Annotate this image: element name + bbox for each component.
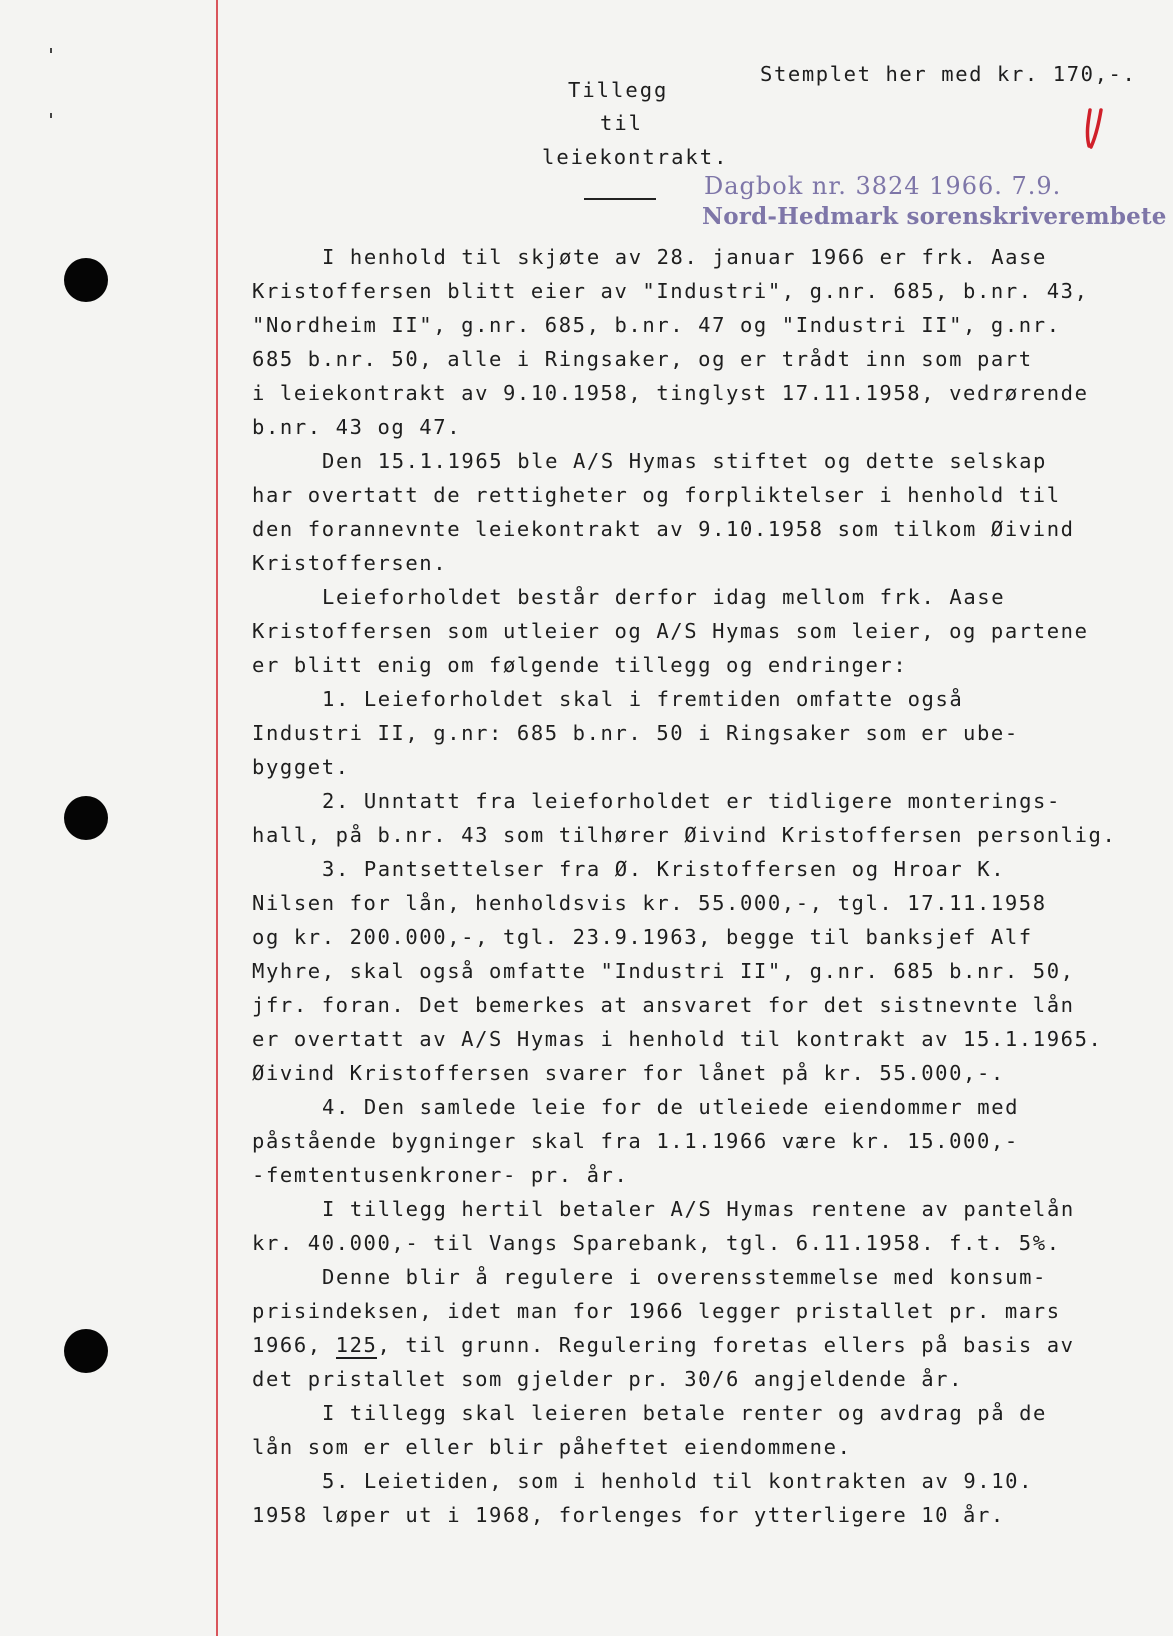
body-line-segment: 1966, bbox=[252, 1333, 336, 1357]
punch-hole-bottom bbox=[64, 1329, 108, 1373]
body-line: påstående bygninger skal fra 1.1.1966 være kr. 15.000,- bbox=[252, 1129, 1019, 1153]
red-handwritten-mark bbox=[1084, 108, 1104, 150]
red-margin-line bbox=[216, 0, 218, 1636]
stamp-fee-note: Stemplet her med kr. 170,-. bbox=[760, 62, 1137, 86]
body-line: "Nordheim II", g.nr. 685, b.nr. 47 og "Industri II", g.nr. bbox=[252, 313, 1061, 337]
body-line bbox=[252, 1333, 1075, 1357]
body-line: Myhre, skal også omfatte "Industri II", g.nr. 685 b.nr. 50, bbox=[252, 959, 1075, 983]
body-line: lån som er eller blir påheftet eiendommene. bbox=[252, 1435, 852, 1459]
title-line-2: til bbox=[600, 111, 644, 135]
body-line: har overtatt de rettigheter og forpliktelser i henhold til bbox=[252, 483, 1061, 507]
body-line: Industri II, g.nr: 685 b.nr. 50 i Ringsaker som er ube- bbox=[252, 721, 1019, 745]
body-line: og kr. 200.000,-, tgl. 23.9.1963, begge til banksjef Alf bbox=[252, 925, 1033, 949]
body-line: I henhold til skjøte av 28. januar 1966 er frk. Aase bbox=[322, 245, 1047, 269]
body-line: 5. Leietiden, som i henhold til kontrakten av 9.10. bbox=[322, 1469, 1034, 1493]
body-line: Leieforholdet består derfor idag mellom frk. Aase bbox=[322, 585, 1006, 609]
body-line: hall, på b.nr. 43 som tilhører Øivind Kristoffersen personlig. bbox=[252, 823, 1117, 847]
body-line: 4. Den samlede leie for de utleiede eiendommer med bbox=[322, 1095, 1020, 1119]
registry-stamp-line-2: Nord-Hedmark sorenskriverembete bbox=[702, 203, 1167, 230]
title-line-1: Tillegg bbox=[568, 78, 669, 102]
body-line: bygget. bbox=[252, 755, 350, 779]
body-line: er blitt enig om følgende tillegg og endringer: bbox=[252, 653, 908, 677]
body-line: Den 15.1.1965 ble A/S Hymas stiftet og dette selskap bbox=[322, 449, 1047, 473]
body-line: i leiekontrakt av 9.10.1958, tinglyst 17.11.1958, vedrørende bbox=[252, 381, 1089, 405]
paper-speck bbox=[50, 48, 52, 53]
body-line: Øivind Kristoffersen svarer for lånet på kr. 55.000,-. bbox=[252, 1061, 1005, 1085]
registry-stamp-line-1: Dagbok nr. 3824 1966. 7.9. bbox=[704, 172, 1062, 200]
body-line: 2. Unntatt fra leieforholdet er tidligere monterings- bbox=[322, 789, 1061, 813]
body-line: kr. 40.000,- til Vangs Sparebank, tgl. 6.11.1958. f.t. 5%. bbox=[252, 1231, 1061, 1255]
paper-speck bbox=[50, 113, 52, 118]
body-line-segment: , til grunn. Regulering foretas ellers på basis av bbox=[377, 1333, 1075, 1357]
body-line: 1958 løper ut i 1968, forlenges for ytterligere 10 år. bbox=[252, 1503, 1005, 1527]
body-line: er overtatt av A/S Hymas i henhold til kontrakt av 15.1.1965. bbox=[252, 1027, 1103, 1051]
body-line: Kristoffersen som utleier og A/S Hymas som leier, og partene bbox=[252, 619, 1089, 643]
body-line: prisindeksen, idet man for 1966 legger pristallet pr. mars bbox=[252, 1299, 1061, 1323]
underlined-index-value: 125 bbox=[335, 1333, 378, 1357]
body-line: 685 b.nr. 50, alle i Ringsaker, og er trådt inn som part bbox=[252, 347, 1033, 371]
title-line-3: leiekontrakt. bbox=[542, 145, 729, 169]
body-line: den forannevnte leiekontrakt av 9.10.1958 som tilkom Øivind bbox=[252, 517, 1075, 541]
body-line: Denne blir å regulere i overensstemmelse med konsum- bbox=[322, 1265, 1047, 1289]
body-line: 1. Leieforholdet skal i fremtiden omfatte også bbox=[322, 687, 964, 711]
body-line: 3. Pantsettelser fra Ø. Kristoffersen og Hroar K. bbox=[322, 857, 1006, 881]
body-line: Kristoffersen. bbox=[252, 551, 448, 575]
body-line: b.nr. 43 og 47. bbox=[252, 415, 462, 439]
title-underline bbox=[584, 198, 656, 200]
body-line: jfr. foran. Det bemerkes at ansvaret for det sistnevnte lån bbox=[252, 993, 1075, 1017]
body-line: I tillegg hertil betaler A/S Hymas rentene av pantelån bbox=[322, 1197, 1075, 1221]
punch-hole-top bbox=[64, 258, 108, 302]
body-line: I tillegg skal leieren betale renter og avdrag på de bbox=[322, 1401, 1047, 1425]
body-line: Kristoffersen blitt eier av "Industri", g.nr. 685, b.nr. 43, bbox=[252, 279, 1089, 303]
punch-hole-middle bbox=[64, 796, 108, 840]
body-line: Nilsen for lån, henholdsvis kr. 55.000,-, tgl. 17.11.1958 bbox=[252, 891, 1047, 915]
body-line: -femtentusenkroner- pr. år. bbox=[252, 1163, 629, 1187]
body-line: det pristallet som gjelder pr. 30/6 angjeldende år. bbox=[252, 1367, 964, 1391]
